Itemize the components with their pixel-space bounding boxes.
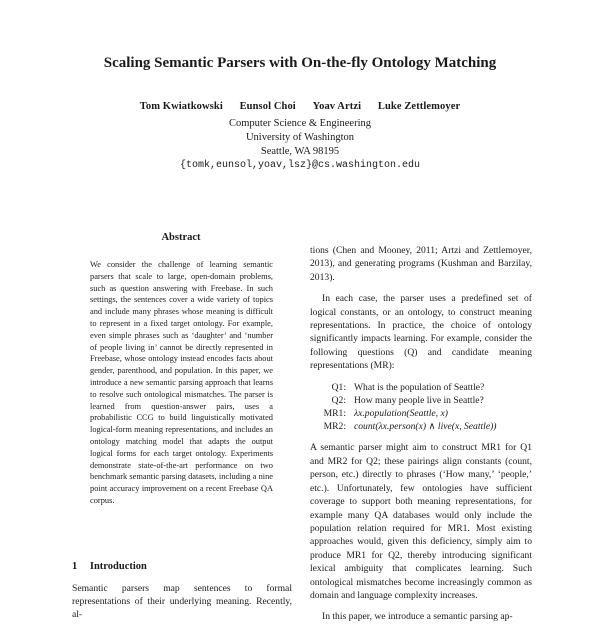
example-text: How many people live in Seattle? <box>354 394 484 406</box>
affiliation-city: Seattle, WA 98195 <box>260 146 340 157</box>
paper-title: Scaling Semantic Parsers with On-the-fly Ontology Matching <box>103 55 497 71</box>
paragraph: A semantic parser might aim to construct MR1 for Q1 and MR2 for Q2; these pairings align constants (count, person, etc.) directly to phrases (‘How many,’ ‘people,’ etc.). Unfortunately, few ontologies have sufficient coverage to support both meaning representations, for example many QA databases would only include the population relation required for MR1. Most existing approaches would, given this deficiency, simply aim to produce MR1 for Q2, thereby introducing significant lexical ambiguity that complicates learning. Such ontological mismatches become increasingly common as domain and language complexity increases. <box>310 442 532 601</box>
abstract-heading: Abstract <box>161 232 201 243</box>
example-item <box>310 394 532 407</box>
author-name: Eunsol Choi <box>239 101 296 112</box>
introduction-text: Semantic parsers map sentences to formal representations of their underlying meaning. Recently, al- <box>72 583 292 620</box>
affiliation-university: University of Washington <box>245 132 355 143</box>
example-text: λx.population(Seattle, x) <box>354 408 448 420</box>
paragraph: In this paper, we introduce a semantic parsing ap- <box>322 611 513 623</box>
right-column <box>310 244 532 624</box>
affiliation-dept: Computer Science & Engineering <box>228 118 371 129</box>
author-list <box>0 101 600 112</box>
example-text: What is the population of Seattle? <box>354 381 485 393</box>
example-label: Q2: <box>331 394 346 406</box>
paragraph: tions (Chen and Mooney, 2011; Artzi and Zettlemoyer, 2013), and generating programs (Kushman and Barzilay, 2013). <box>310 245 532 283</box>
example-label: MR2: <box>323 421 346 433</box>
section-heading-introduction <box>72 561 147 572</box>
author-name: Yoav Artzi <box>312 101 362 112</box>
example-item <box>310 381 532 394</box>
abstract-body: We consider the challenge of learning semantic parsers that scale to large, open-domain problems, such as question answering with Freebase. In such settings, the sentences cover a wide variety of topics and include many phrases whose meaning is difficult to represent in a fixed target ontology. For example, even simple phrases such as ‘daughter’ and ‘number of people living in’ cannot be directly represented in Freebase, whose ontology instead encodes facts about gender, parenthood, and population. In this paper, we introduce a new semantic parsing approach that learns to resolve such ontological mismatches. The parser is learned from question-answer pairs, uses a probabilistic CCG to build linguistically motivated logical-form meaning representations, and includes an ontology matching model that adapts the output logical forms for each target ontology. Experiments demonstrate state-of-the-art performance on two benchmark semantic parsing datasets, including a nine point accuracy improvement on a recent Freebase QA corpus. <box>90 260 273 505</box>
example-list <box>310 381 532 434</box>
author-email: {tomk,eunsol,yoav,lsz}@cs.washington.edu <box>179 160 421 171</box>
example-item <box>310 420 532 433</box>
example-text: count(λx.person(x) ∧ live(x, Seattle)) <box>354 421 497 433</box>
paragraph: In each case, the parser uses a predefined set of logical constants, or an ontology, to construct meaning representations. In practice, the choice of ontology significantly impacts learning. For example, consider the following questions (Q) and candidate meaning representations (MR): <box>310 293 532 372</box>
author-name: Tom Kwiatkowski <box>139 101 223 112</box>
section-title: Introduction <box>89 561 147 572</box>
author-name: Luke Zettlemoyer <box>377 101 461 112</box>
example-label: Q1: <box>331 381 346 393</box>
section-number: 1 <box>72 561 78 572</box>
example-item <box>310 407 532 420</box>
affiliation <box>0 117 600 173</box>
example-label: MR1: <box>323 408 346 420</box>
